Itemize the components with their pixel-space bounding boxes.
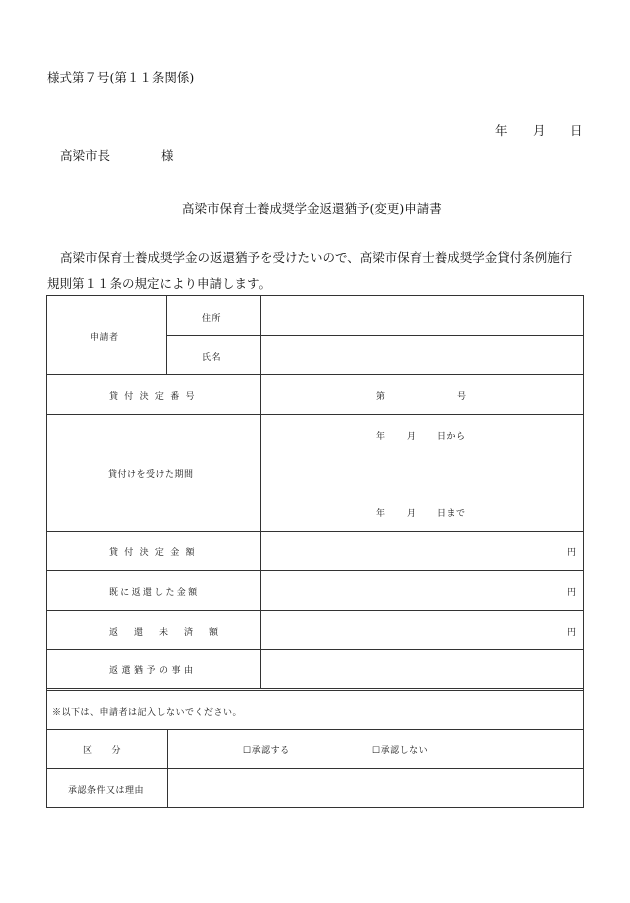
- form-number: 様式第７号(第１１条関係): [47, 70, 195, 85]
- period-to-day: 日まで: [437, 509, 466, 519]
- name-field[interactable]: [262, 337, 582, 373]
- disapprove-checkbox[interactable]: ☐承認しない: [372, 746, 429, 756]
- loan-amount-yen: 円: [567, 548, 577, 558]
- unpaid-amount-yen: 円: [567, 628, 577, 638]
- approve-checkbox[interactable]: ☐承認する: [243, 746, 290, 756]
- address-label: 住所: [202, 314, 222, 324]
- loan-number-prefix: 第: [376, 392, 386, 402]
- period-from-day: 日から: [437, 432, 466, 442]
- addressee: 高梁市長: [60, 148, 111, 163]
- period-to-year: 年: [376, 509, 386, 519]
- deferment-reason-field[interactable]: [262, 651, 582, 687]
- loan-period-label: 貸付けを受けた期間: [108, 470, 194, 480]
- body-text-line1: 高梁市保育士養成奨学金の返還猶予を受けたいので、高梁市保育士養成奨学金貸付条例施行: [60, 250, 573, 265]
- period-to-month: 月: [407, 509, 417, 519]
- applicant-label: 申請者: [90, 333, 119, 343]
- date-day: 日: [570, 123, 583, 138]
- period-from-month: 月: [407, 432, 417, 442]
- loan-number-suffix: 号: [457, 392, 467, 402]
- date-year: 年: [495, 123, 508, 138]
- repaid-amount-label: 既に返還した金額: [109, 588, 200, 598]
- addressee-honorific: 様: [161, 148, 174, 163]
- unpaid-amount-label: 返還未済額: [109, 628, 235, 638]
- loan-number-label: 貸付決定番号: [109, 392, 201, 402]
- category-label: 区 分: [83, 746, 122, 756]
- approval-conditions-field[interactable]: [169, 770, 582, 806]
- name-label: 氏名: [202, 353, 222, 363]
- deferment-reason-label: 返還猶予の事由: [109, 666, 197, 676]
- date-month: 月: [533, 123, 546, 138]
- period-from-year: 年: [376, 432, 386, 442]
- approval-conditions-label: 承認条件又は理由: [68, 786, 145, 796]
- loan-amount-label: 貸付決定金額: [109, 548, 201, 558]
- body-text-line2: 規則第１１条の規定により申請します。: [47, 276, 272, 291]
- office-use-note: ※以下は、申請者は記入しないでください。: [52, 708, 243, 718]
- repaid-amount-yen: 円: [567, 588, 577, 598]
- address-field[interactable]: [262, 297, 582, 334]
- document-title: 高梁市保育士養成奨学金返還猶予(変更)申請書: [182, 201, 442, 216]
